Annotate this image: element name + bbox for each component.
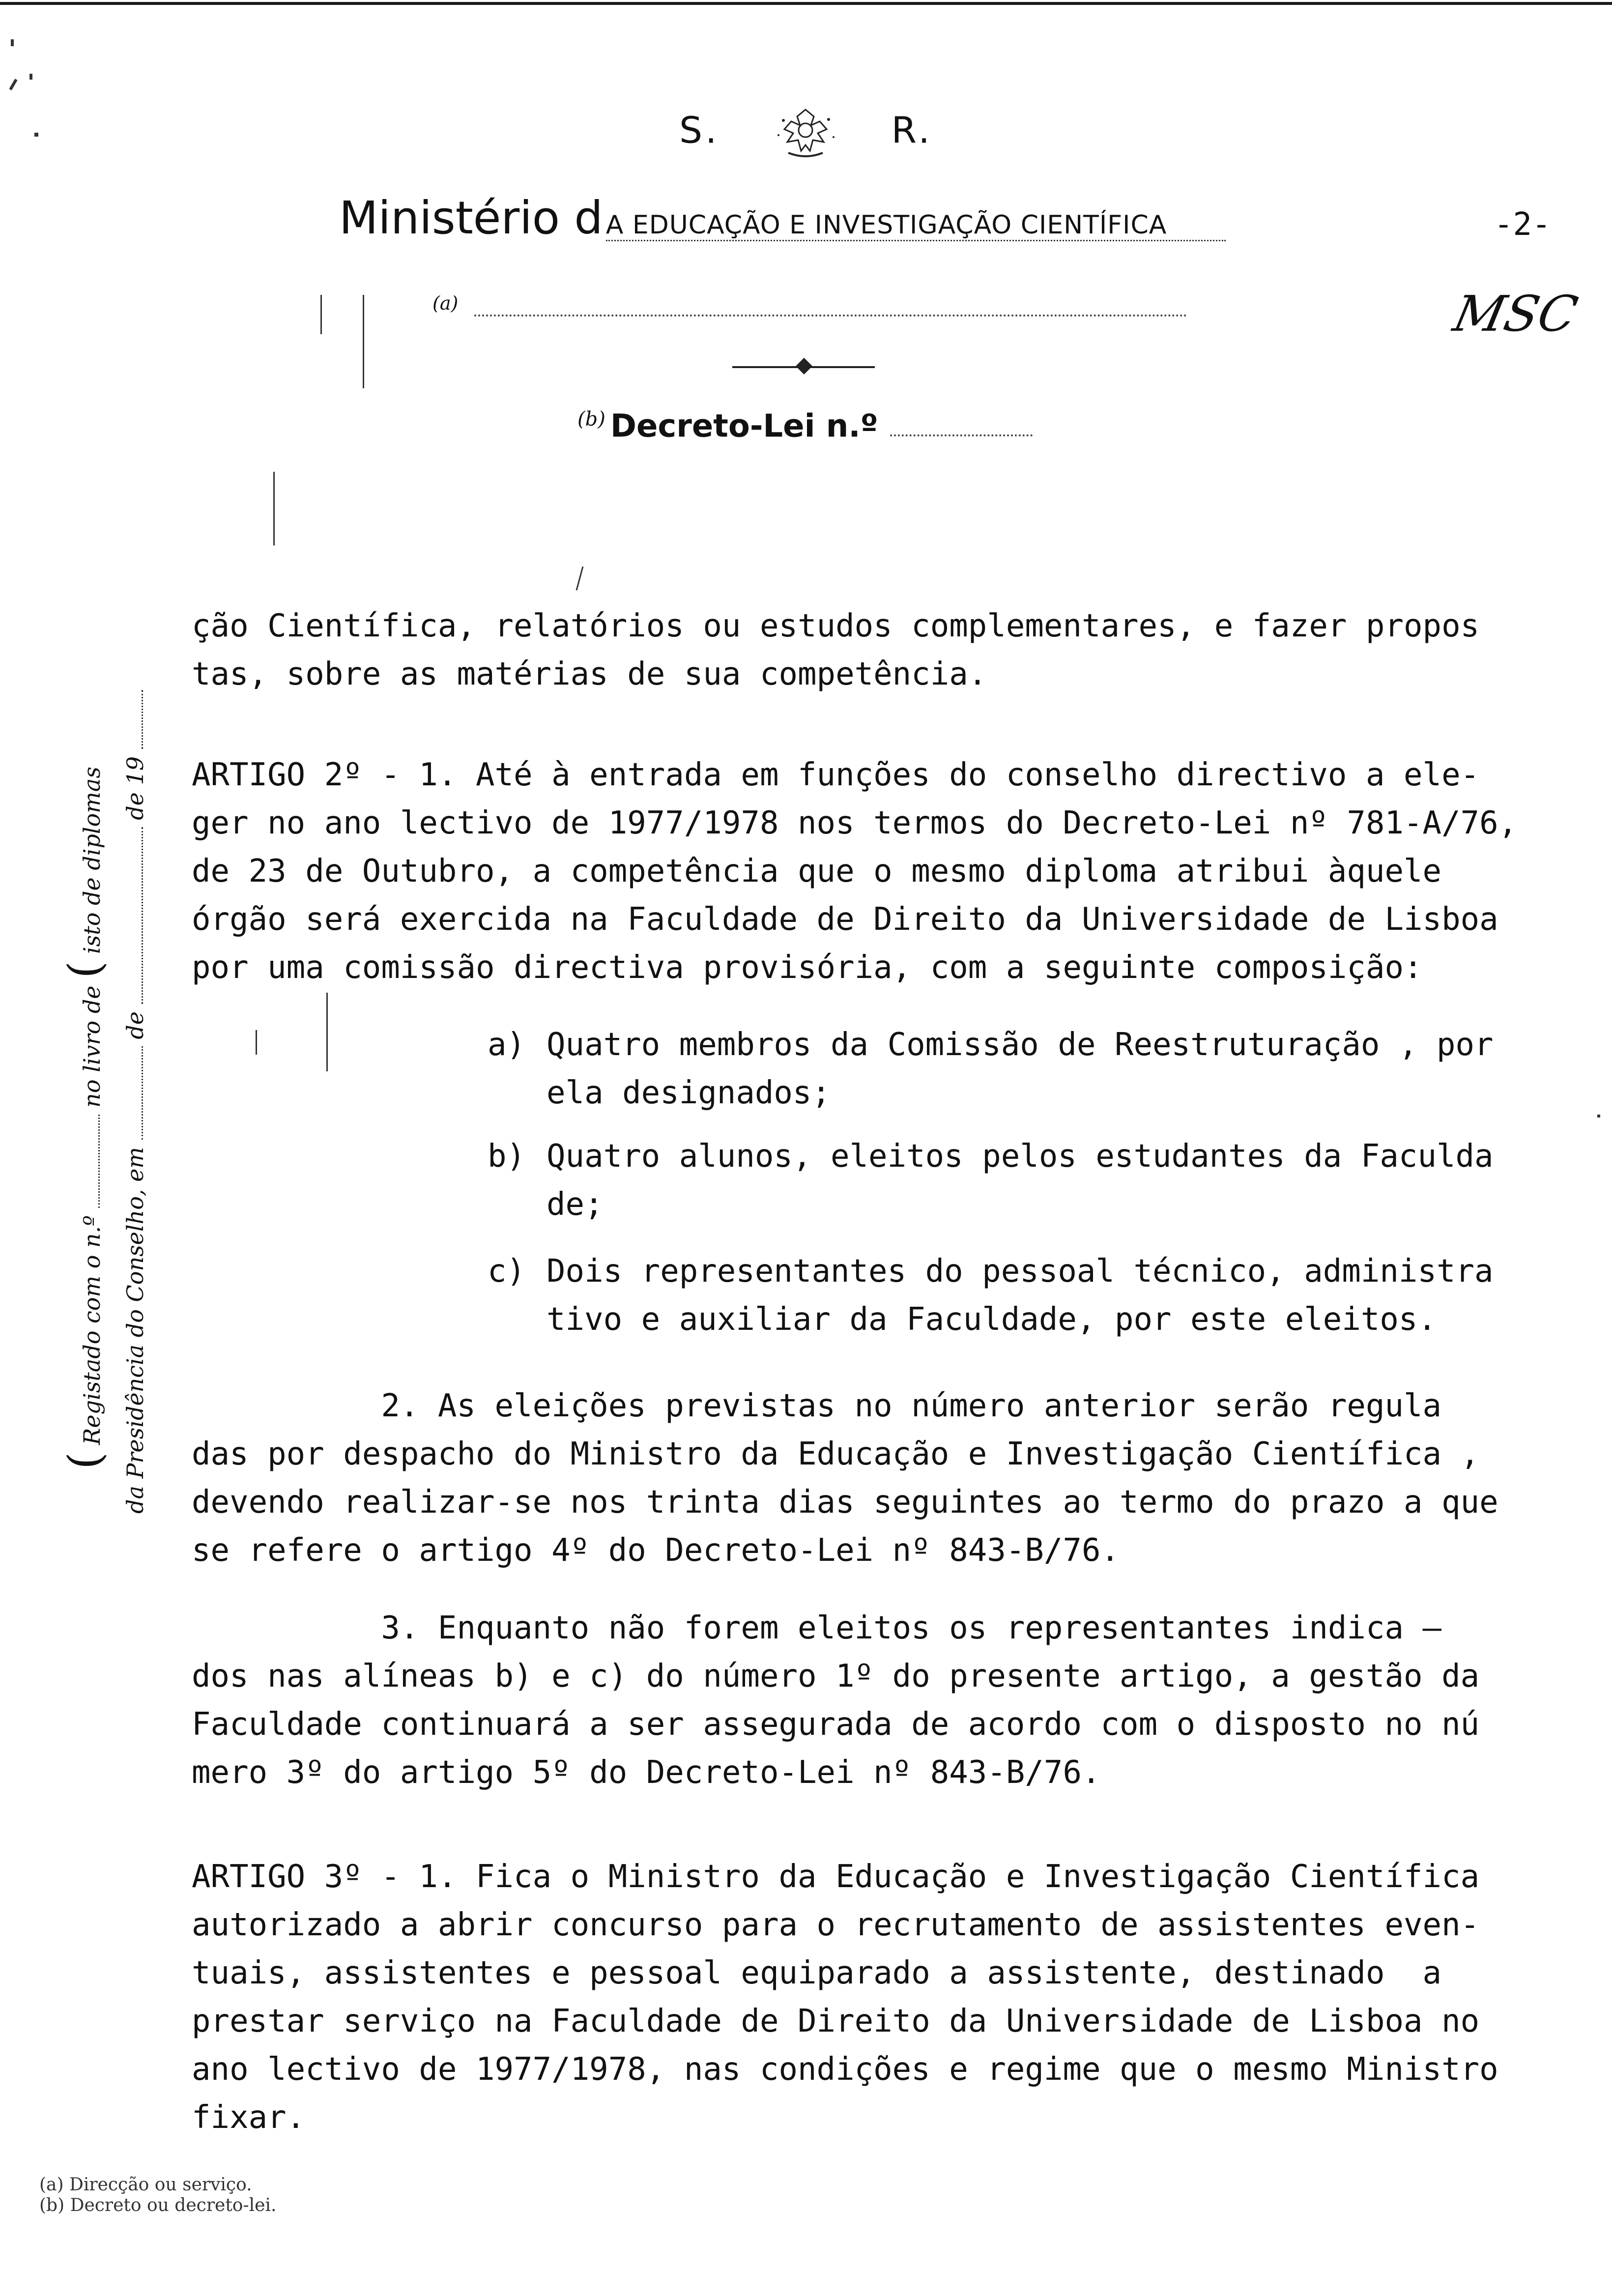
scan-mark [11, 39, 14, 46]
decree-heading [577, 408, 1033, 444]
ministry-heading [339, 192, 1226, 244]
list-item-label: b) [488, 1138, 526, 1175]
scan-mark [256, 1030, 257, 1055]
scan-mark [326, 993, 328, 1071]
page-number: -2- [1494, 206, 1551, 243]
field-a-marker: (a) [432, 292, 459, 314]
letterhead-right-letter: R. [891, 109, 933, 152]
scan-mark [576, 566, 584, 590]
top-border-line [0, 2, 1612, 5]
scan-mark [1597, 1115, 1600, 1118]
article-3-paragraph-1: ARTIGO 3º - 1. Fica o Ministro da Educação e Investigação Científica autorizado a abrir concurso para o recrutamento de assistentes even- tuais, assistentes e pessoal equiparado a assistente, destinado a prestar serviço na Faculdade de Direito da Universidade de Lisboa no ano lectivo de 1977/1978, nas condições e regime que o mesmo Ministro fixar. [192, 1859, 1498, 2136]
list-item-text: Dois representantes do pessoal técnico, administra tivo e auxiliar da Faculdade, por este eleitos. [547, 1253, 1494, 1338]
list-item-label: c) [488, 1253, 526, 1290]
margin-registration-line-2: da Presidência do Conselho, em de de 19 [122, 690, 148, 1514]
scan-mark [363, 295, 364, 388]
decree-number-dotted-line [890, 434, 1033, 436]
footnote-a: (a) Direcção ou serviço. [39, 2175, 252, 2195]
list-item-label: a) [488, 1027, 526, 1063]
article-2-paragraph-1: ARTIGO 2º - 1. Até à entrada em funções do conselho directivo a ele- ger no ano lectivo de 1977/1978 nos termos do Decreto-Lei nº 781-A/76, de 23 de Outubro, a competência que o mesmo diploma atribui àquele órgão será exercida na Faculdade de Direito da Universidade de Lisboa por uma comissão directiva provisória, com a seguinte composição: [192, 757, 1518, 986]
article-2-paragraph-2: 2. As eleições previstas no número anterior serão regula das por despacho do Ministro da Educação e Investigação Científica , devendo realizar-se nos trinta dias seguintes ao termo do prazo a que se refere o artigo 4º do Decreto-Lei nº 843-B/76. [192, 1388, 1498, 1569]
scan-mark [34, 133, 38, 137]
separator-diamond-icon [796, 358, 812, 374]
letterhead-left-letter: S. [679, 109, 720, 152]
list-item-text: Quatro alunos, eleitos pelos estudantes da Faculda de; [547, 1138, 1494, 1223]
article-2-paragraph-3: 3. Enquanto não forem eleitos os representantes indica — dos nas alíneas b) e c) do número 1º do presente artigo, a gestão da Faculdade continuará a ser assegurada de acordo com o disposto no nú mero 3º do artigo 5º do Decreto-Lei nº 843-B/76. [192, 1610, 1480, 1791]
ministry-lead: Ministério d [339, 192, 603, 244]
scan-mark [9, 79, 17, 90]
footnotes [39, 2175, 276, 2216]
footnote-b: (b) Decreto ou decreto-lei. [39, 2195, 277, 2215]
continuation-paragraph: ção Científica, relatórios ou estudos complementares, e fazer propos tas, sobre as matérias de sua competência. [192, 608, 1480, 692]
scan-mark [320, 295, 322, 334]
ministry-name: A EDUCAÇÃO E INVESTIGAÇÃO CIENTÍFICA [606, 210, 1226, 241]
letterhead [0, 106, 1612, 160]
margin-registration-line-1: ( Registado com o n.º no livro de ( isto de diplomas [59, 767, 111, 1469]
decree-marker: (b) [577, 408, 605, 430]
field-a-dotted-line [474, 315, 1187, 316]
decree-label: Decreto-Lei n.º [610, 408, 878, 445]
handwritten-initials: MSC [1448, 285, 1583, 343]
margin-bracket-icon: ( [59, 1452, 111, 1469]
scan-mark [29, 74, 32, 80]
scan-mark [273, 472, 275, 545]
coat-of-arms-icon [769, 106, 842, 160]
list-item-text: Quatro membros da Comissão de Reestruturação , por ela designados; [547, 1027, 1494, 1111]
